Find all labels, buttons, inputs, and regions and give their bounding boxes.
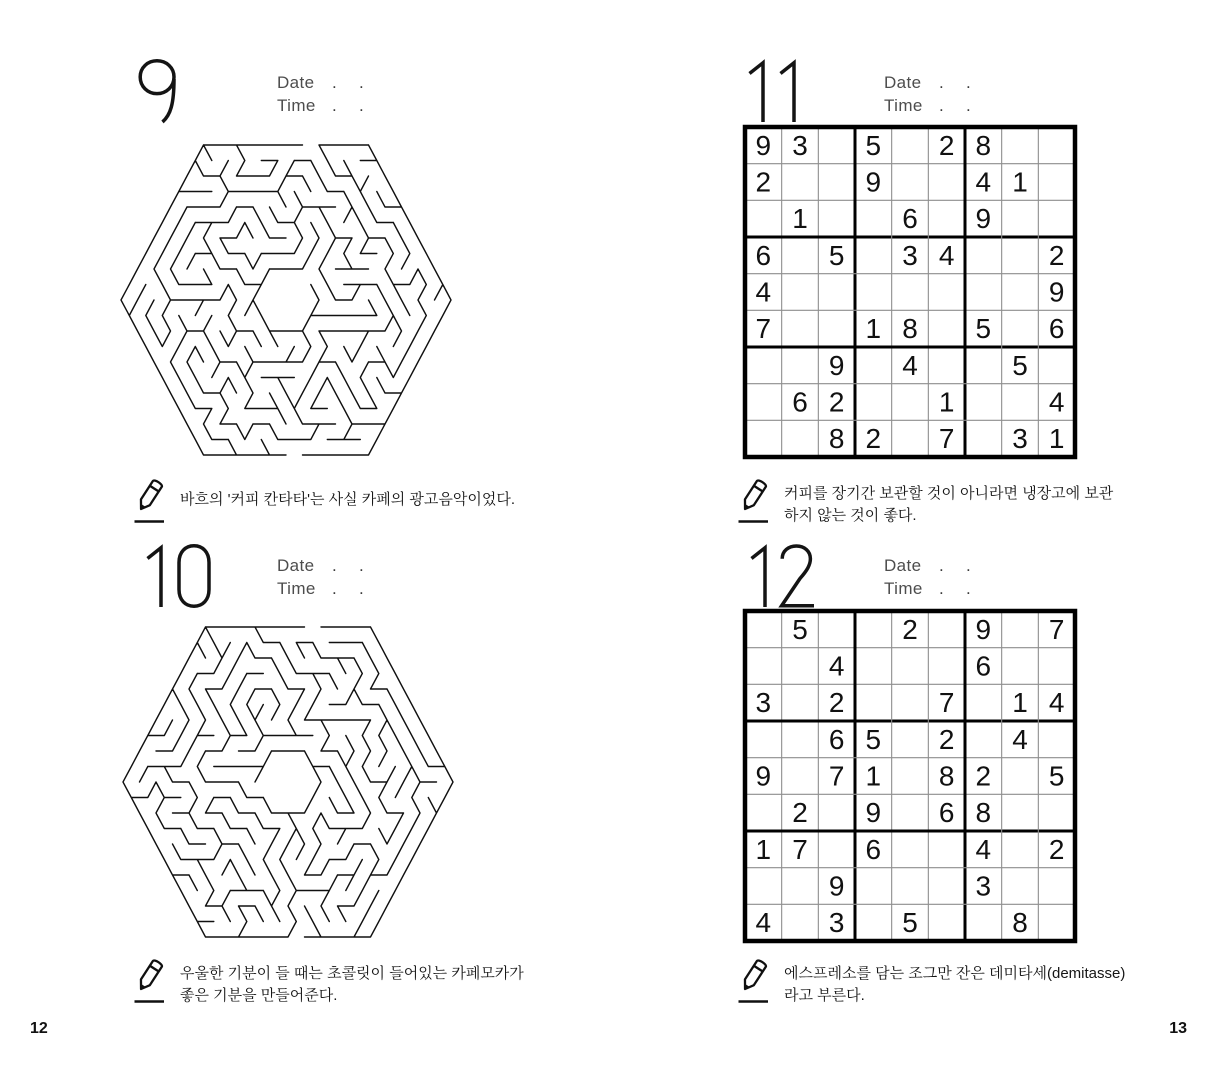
svg-text:7: 7 [938, 423, 955, 455]
date-row [884, 554, 982, 577]
svg-text:5: 5 [865, 129, 882, 161]
svg-text:3: 3 [902, 239, 918, 271]
date-label: Date [277, 556, 315, 575]
puzzle-note-9 [180, 489, 515, 511]
svg-text:7: 7 [828, 760, 845, 792]
svg-text:6: 6 [938, 797, 955, 829]
date-label: Date [884, 73, 922, 92]
svg-text:2: 2 [792, 797, 808, 829]
note-line: 좋은 기분을 만들어준다. [180, 986, 338, 1004]
puzzle-note-10 [180, 963, 524, 1006]
date-dot: . [938, 556, 945, 575]
svg-text:6: 6 [792, 386, 808, 418]
svg-text:2: 2 [1048, 239, 1065, 271]
svg-text:4: 4 [828, 650, 845, 682]
datetime-block [277, 71, 375, 117]
page-number-right: 13 [1169, 1020, 1187, 1037]
svg-text:7: 7 [1048, 613, 1065, 645]
note-line: 에스프레소를 담는 조그만 잔은 데미타세(demitasse) [784, 965, 1126, 982]
svg-text:9: 9 [1048, 276, 1065, 308]
svg-text:9: 9 [975, 613, 992, 645]
time-dot: . [358, 96, 365, 115]
svg-text:1: 1 [1012, 166, 1028, 198]
date-dot: . [965, 73, 972, 92]
time-row [884, 577, 982, 600]
svg-text:4: 4 [938, 239, 955, 271]
pencil-icon-graphic [134, 478, 168, 524]
svg-text:2: 2 [755, 166, 772, 198]
time-dot: . [331, 579, 338, 598]
svg-text:6: 6 [828, 723, 845, 755]
svg-text:6: 6 [1048, 313, 1065, 345]
svg-text:5: 5 [828, 239, 845, 271]
note-line: 커피를 장기간 보관할 것이 아니라면 냉장고에 보관 [784, 485, 1114, 502]
svg-text:5: 5 [1012, 349, 1028, 381]
svg-text:6: 6 [975, 650, 992, 682]
svg-text:5: 5 [1048, 760, 1065, 792]
svg-text:2: 2 [938, 723, 955, 755]
svg-text:1: 1 [938, 386, 955, 418]
svg-text:4: 4 [975, 833, 992, 865]
time-dot: . [938, 579, 945, 598]
puzzle-number-11 [746, 59, 856, 125]
svg-text:1: 1 [792, 203, 808, 235]
svg-text:3: 3 [828, 907, 845, 939]
pencil-icon [738, 958, 772, 1009]
time-dot: . [965, 579, 972, 598]
svg-text:9: 9 [975, 203, 992, 235]
svg-text:4: 4 [1012, 723, 1028, 755]
time-row [884, 94, 982, 117]
time-label: Time [277, 579, 316, 598]
svg-text:9: 9 [828, 349, 845, 381]
time-dot: . [358, 579, 365, 598]
svg-text:1: 1 [865, 760, 882, 792]
svg-text:3: 3 [755, 687, 772, 719]
svg-text:8: 8 [902, 313, 918, 345]
svg-text:9: 9 [865, 797, 882, 829]
date-label: Date [884, 556, 922, 575]
date-row [277, 71, 375, 94]
svg-text:7: 7 [792, 833, 808, 865]
svg-text:6: 6 [902, 203, 918, 235]
pencil-icon-graphic [134, 958, 168, 1004]
svg-text:1: 1 [755, 833, 772, 865]
svg-text:8: 8 [938, 760, 955, 792]
svg-text:4: 4 [755, 276, 772, 308]
date-dot: . [358, 73, 365, 92]
datetime-block [884, 71, 982, 117]
svg-text:5: 5 [902, 907, 918, 939]
svg-text:4: 4 [902, 349, 918, 381]
svg-text:2: 2 [828, 386, 845, 418]
svg-text:3: 3 [1012, 423, 1028, 455]
datetime-block [884, 554, 982, 600]
svg-text:9: 9 [755, 129, 772, 161]
date-dot: . [331, 556, 338, 575]
svg-text:2: 2 [1048, 833, 1065, 865]
time-dot: . [938, 96, 945, 115]
time-row [277, 577, 375, 600]
date-row [277, 554, 375, 577]
datetime-block [277, 554, 375, 600]
svg-text:4: 4 [1048, 687, 1065, 719]
svg-text:4: 4 [755, 907, 772, 939]
time-label: Time [884, 579, 923, 598]
svg-text:5: 5 [792, 613, 808, 645]
date-label: Date [277, 73, 315, 92]
svg-text:6: 6 [755, 239, 772, 271]
puzzle-number-12 [748, 544, 858, 610]
svg-text:2: 2 [828, 687, 845, 719]
note-line: 바흐의 '커피 칸타타'는 사실 카페의 광고음악이었다. [180, 491, 516, 508]
svg-text:3: 3 [792, 129, 808, 161]
svg-text:8: 8 [975, 129, 992, 161]
svg-text:5: 5 [975, 313, 992, 345]
svg-text:9: 9 [865, 166, 882, 198]
svg-text:2: 2 [865, 423, 882, 455]
svg-text:8: 8 [1012, 907, 1028, 939]
pencil-icon [738, 478, 772, 529]
svg-text:8: 8 [975, 797, 992, 829]
pencil-icon [134, 958, 168, 1009]
time-label: Time [277, 96, 316, 115]
date-row [884, 71, 982, 94]
svg-text:7: 7 [938, 687, 955, 719]
svg-text:2: 2 [902, 613, 918, 645]
svg-text:9: 9 [755, 760, 772, 792]
date-dot: . [358, 556, 365, 575]
svg-text:7: 7 [755, 313, 772, 345]
sudoku-grid-11 [742, 124, 1078, 460]
hex-maze-10 [113, 620, 463, 944]
date-dot: . [938, 73, 945, 92]
note-line: 우울한 기분이 들 때는 초콜릿이 들어있는 카페모카가 [180, 965, 524, 982]
pencil-icon [134, 478, 168, 529]
puzzle-note-12 [784, 963, 1125, 1006]
note-line: 라고 부른다. [784, 986, 865, 1004]
svg-text:9: 9 [828, 870, 845, 902]
svg-text:4: 4 [975, 166, 992, 198]
date-dot: . [331, 73, 338, 92]
svg-text:2: 2 [938, 129, 955, 161]
svg-text:5: 5 [865, 723, 882, 755]
pencil-icon-graphic [738, 478, 772, 524]
time-dot: . [965, 96, 972, 115]
note-line: 하지 않는 것이 좋다. [784, 506, 917, 524]
svg-text:2: 2 [975, 760, 992, 792]
svg-text:1: 1 [865, 313, 882, 345]
date-dot: . [965, 556, 972, 575]
puzzle-number-9 [138, 59, 248, 125]
sudoku-grid-12 [742, 608, 1078, 944]
puzzle-number-10 [144, 544, 254, 610]
svg-text:1: 1 [1012, 687, 1028, 719]
svg-text:1: 1 [1048, 423, 1065, 455]
page-number-left: 12 [30, 1020, 48, 1037]
puzzle-note-11 [784, 483, 1113, 526]
time-row [277, 94, 375, 117]
svg-text:4: 4 [1048, 386, 1065, 418]
hex-maze-9 [111, 138, 461, 462]
time-dot: . [331, 96, 338, 115]
time-label: Time [884, 96, 923, 115]
svg-text:6: 6 [865, 833, 882, 865]
svg-text:3: 3 [975, 870, 992, 902]
svg-text:8: 8 [828, 423, 845, 455]
pencil-icon-graphic [738, 958, 772, 1004]
